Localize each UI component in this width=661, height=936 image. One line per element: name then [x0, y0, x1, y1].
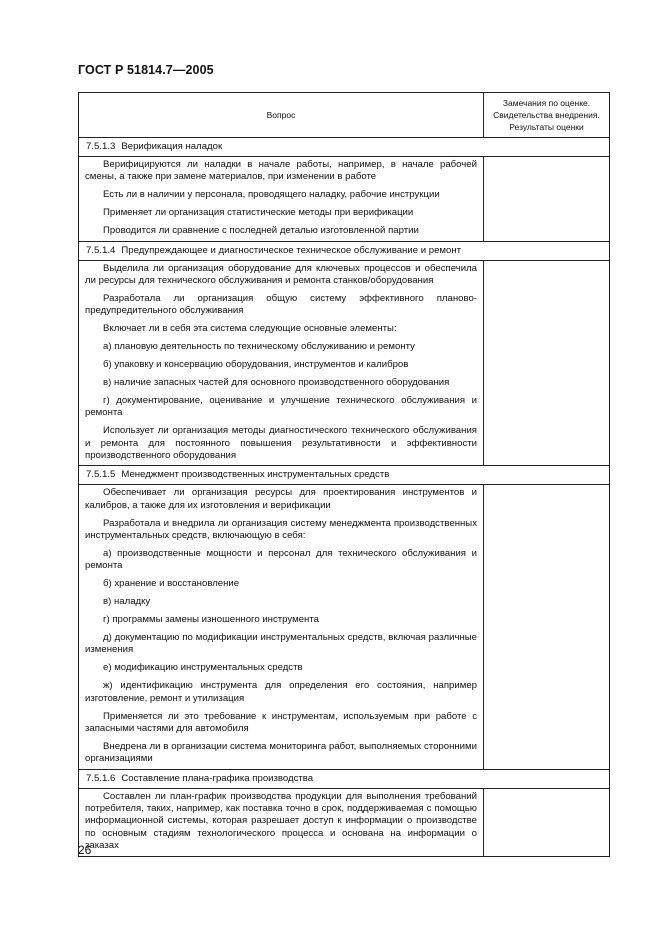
notes-header-line: Результаты оценки: [509, 122, 584, 132]
section-header-row: [79, 769, 610, 788]
page-number: 26: [78, 843, 92, 857]
notes-header-line: Замечания по оценке.: [502, 98, 591, 108]
question-item: Верифицируются ли наладки в начале работы, например, в начале рабочей смены, а также при замене материалов, при изменении в работе: [85, 159, 477, 183]
column-header-notes: [484, 93, 610, 138]
question-item: д) документацию по модификации инструментальных средств, включая различные изменения: [85, 631, 477, 656]
questions-cell: [79, 157, 484, 242]
section-heading: [79, 466, 610, 485]
question-item: Составлен ли план-график производства продукции для выполнения требований потребителя, таких, например, как поставка точно в срок, поддерживаемая с помощью информационной системы, которая разрешает доступ к информации о производстве по основным стадиям технологического процесса и основана на информации о заказах: [85, 790, 477, 852]
section-title: Составление плана-графика производства: [121, 772, 314, 784]
table-header-row: [79, 93, 610, 138]
question-item: а) производственные мощности и персонал для технического обслуживания и ремонта: [85, 547, 477, 572]
notes-cell[interactable]: [484, 157, 610, 242]
question-item: в) наладку: [103, 596, 151, 608]
section-heading: [79, 138, 610, 157]
question-item: Проводится ли сравнение с последней деталью изготовленной партии: [103, 225, 419, 237]
section-body-row: [79, 485, 610, 769]
question-item: Применяется ли это требование к инструментам, используемым при работе с запасными частями для автомобиля: [85, 710, 477, 734]
section-body-row: [79, 157, 610, 242]
question-item: а) плановую деятельность по техническому обслуживанию и ремонту: [103, 341, 415, 353]
question-item: ж) идентификацию инструмента для определения его состояния, например изготовление, ремонт и утилизация: [85, 680, 477, 704]
section-title: Менеджмент производственных инструментальных средств: [121, 469, 390, 481]
question-item: Есть ли в наличии у персонала, проводящего наладку, рабочие инструкции: [103, 189, 440, 201]
section-header-row: [79, 241, 610, 260]
notes-cell[interactable]: [484, 260, 610, 466]
section-number: 7.5.1.6: [86, 772, 116, 784]
question-item: Выделила ли организация оборудование для ключевых процессов и обеспечила ли ресурсы для технического обслуживания и ремонта станков/оборудования: [85, 262, 477, 286]
question-item: Внедрена ли в организации система мониторинга работ, выполняемых сторонними организациями: [85, 740, 477, 765]
section-body-row: [79, 788, 610, 856]
questions-cell: [79, 260, 484, 466]
question-item: г) документирование, оценивание и улучшение технического обслуживания и ремонта: [85, 394, 477, 419]
question-item: Разработала и внедрила ли организация систему менеджмента производственных инструментальных средств, включающую в себя:: [85, 517, 477, 542]
document-header: ГОСТ Р 51814.7—2005: [78, 63, 214, 77]
notes-cell[interactable]: [484, 788, 610, 856]
question-item: е) модификацию инструментальных средств: [103, 662, 303, 674]
question-item: г) программы замены изношенного инструмента: [103, 614, 319, 626]
question-item: Включает ли в себя эта система следующие основные элементы:: [103, 323, 397, 335]
question-item: б) хранение и восстановление: [103, 578, 240, 590]
notes-cell[interactable]: [484, 485, 610, 769]
notes-header-line: Свидетельства внедрения.: [493, 110, 600, 120]
question-item: Использует ли организация методы диагностического технического обслуживания и ремонта для постоянного повышения результативности и эффективности производственного оборудования: [85, 425, 477, 461]
question-item: Применяет ли организация статистические методы при верификации: [103, 207, 414, 219]
section-number: 7.5.1.3: [86, 141, 116, 152]
section-body-row: [79, 260, 610, 466]
questions-cell: [79, 485, 484, 769]
assessment-table: [78, 92, 610, 857]
question-item: б) упаковку и консервацию оборудования, инструментов и калибров: [103, 358, 409, 370]
question-item: Разработала ли организация общую систему эффективного планово-предупредительного обслуживания: [85, 292, 477, 317]
questions-cell: [79, 788, 484, 856]
section-number: 7.5.1.5: [86, 469, 116, 481]
column-header-question: Вопрос: [79, 93, 484, 138]
section-heading: [79, 241, 610, 260]
question-item: Обеспечивает ли организация ресурсы для проектирования инструментов и калибров, а также для их изготовления и верификации: [85, 487, 477, 511]
section-heading: [79, 769, 610, 788]
section-header-row: [79, 138, 610, 157]
section-title: Предупреждающее и диагностическое техническое обслуживание и ремонт: [121, 244, 462, 256]
section-number: 7.5.1.4: [86, 244, 116, 256]
question-item: в) наличие запасных частей для основного производственного оборудования: [103, 376, 450, 388]
section-header-row: [79, 466, 610, 485]
section-title: Верификация наладок: [121, 141, 223, 152]
